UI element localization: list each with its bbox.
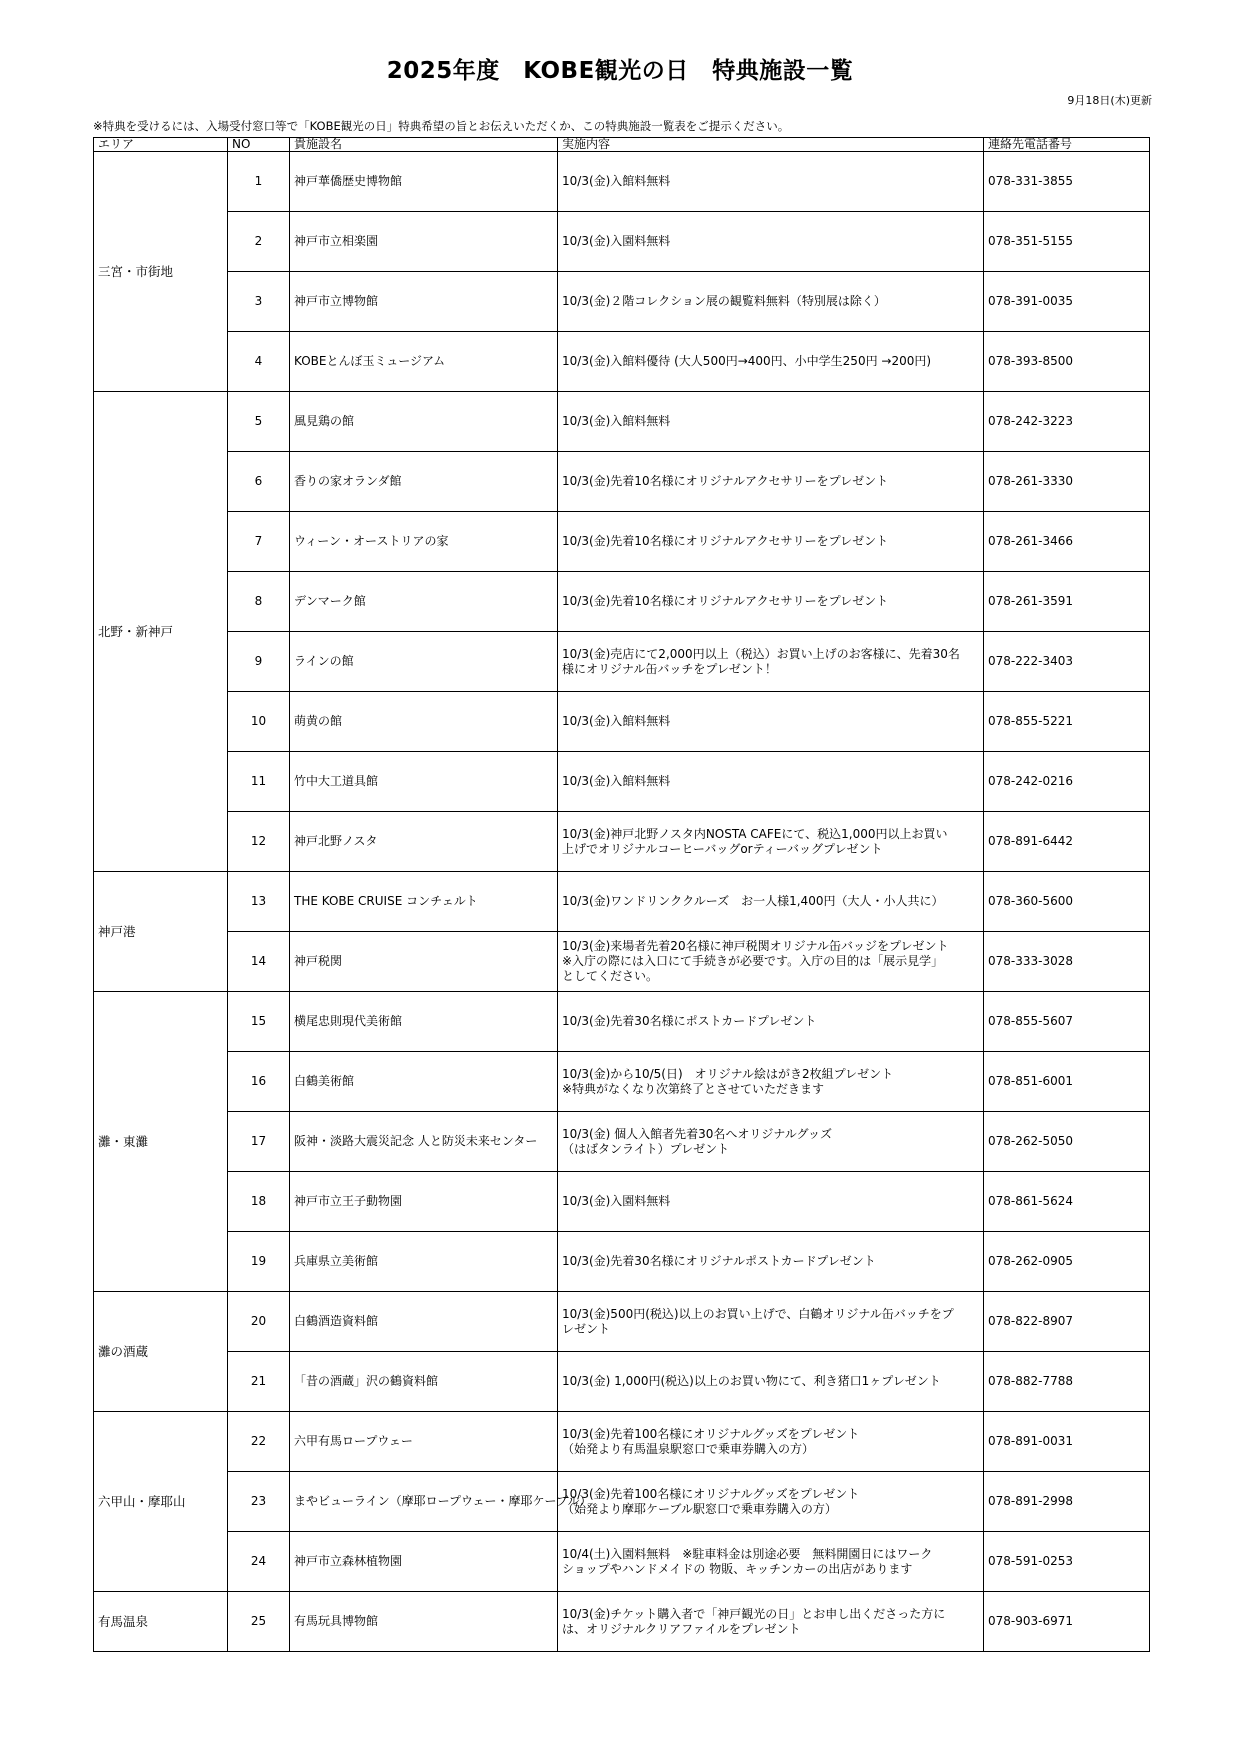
facility-name: KOBEとんぼ玉ミュージアム — [290, 332, 558, 392]
table-header-row — [94, 138, 1150, 152]
phone-number: 078-261-3466 — [984, 512, 1150, 572]
phone-number: 078-242-0216 — [984, 752, 1150, 812]
benefit-line: 10/3(金)神戸北野ノスタ内NOSTA CAFEにて、税込1,000円以上お買い — [562, 826, 948, 841]
phone-number: 078-222-3403 — [984, 632, 1150, 692]
row-number: 24 — [228, 1532, 290, 1592]
area-cell: 灘の酒蔵 — [94, 1292, 228, 1412]
row-number: 19 — [228, 1232, 290, 1292]
benefit-line: は、オリジナルクリアファイルをプレゼント — [562, 1621, 801, 1636]
row-number: 25 — [228, 1592, 290, 1652]
facility-name: 萌黄の館 — [290, 692, 558, 752]
row-number: 10 — [228, 692, 290, 752]
table-row — [94, 812, 1150, 872]
benefit-line: 10/3(金)先着10名様にオリジナルアクセサリーをプレゼント — [562, 594, 889, 608]
benefit-line: ショップやハンドメイドの 物販、キッチンカーの出店があります — [562, 1561, 913, 1576]
row-number: 15 — [228, 992, 290, 1052]
facility-name: 白鶴酒造資料館 — [290, 1292, 558, 1352]
benefit-detail — [558, 1532, 984, 1592]
facility-name: 「昔の酒蔵」沢の鶴資料館 — [290, 1352, 558, 1412]
phone-number: 078-591-0253 — [984, 1532, 1150, 1592]
row-number: 12 — [228, 812, 290, 872]
phone-number: 078-855-5221 — [984, 692, 1150, 752]
facility-name: 香りの家オランダ館 — [290, 452, 558, 512]
row-number: 13 — [228, 872, 290, 932]
benefit-detail — [558, 1232, 984, 1292]
table-row — [94, 1532, 1150, 1592]
table-body — [94, 152, 1150, 1652]
facility-name: 神戸税関 — [290, 932, 558, 992]
benefit-detail — [558, 1412, 984, 1472]
facility-name: 神戸市立森林植物園 — [290, 1532, 558, 1592]
benefit-line: 10/4(土)入園料無料 ※駐車料金は別途必要 無料開園日にはワーク — [562, 1546, 933, 1561]
benefit-detail — [558, 1292, 984, 1352]
facility-name: 神戸市立博物館 — [290, 272, 558, 332]
benefit-line: としてください。 — [562, 969, 659, 983]
benefit-detail — [558, 812, 984, 872]
header-area: エリア — [94, 138, 228, 152]
benefit-line: 10/3(金)入館料優待 (大人500円→400円、小中学生250円 →200円) — [562, 354, 932, 368]
table-row — [94, 692, 1150, 752]
benefit-detail — [558, 452, 984, 512]
benefit-detail — [558, 992, 984, 1052]
benefit-line: 10/3(金)入館料無料 — [562, 414, 671, 428]
header-no: NO — [228, 138, 290, 152]
benefit-line: 10/3(金)ワンドリンククルーズ お一人様1,400円（大人・小人共に） — [562, 894, 944, 908]
benefit-detail — [558, 212, 984, 272]
benefit-line: 10/3(金)500円(税込)以上のお買い上げで、白鶴オリジナル缶バッチをプ — [562, 1306, 954, 1321]
benefit-line: 10/3(金)入園料無料 — [562, 1194, 671, 1208]
facility-name: 横尾忠則現代美術館 — [290, 992, 558, 1052]
row-number: 23 — [228, 1472, 290, 1532]
facility-table — [93, 137, 1150, 1652]
phone-number: 078-891-6442 — [984, 812, 1150, 872]
table-row — [94, 572, 1150, 632]
table-row — [94, 872, 1150, 932]
table-row — [94, 452, 1150, 512]
benefit-line: 10/3(金)入館料無料 — [562, 174, 671, 188]
phone-number: 078-903-6971 — [984, 1592, 1150, 1652]
table-row — [94, 1232, 1150, 1292]
row-number: 17 — [228, 1112, 290, 1172]
row-number: 14 — [228, 932, 290, 992]
table-row — [94, 1412, 1150, 1472]
benefit-detail — [558, 512, 984, 572]
benefit-detail — [558, 272, 984, 332]
benefit-line: 10/3(金)２階コレクション展の観覧料無料（特別展は除く） — [562, 294, 886, 308]
benefit-line: 10/3(金)入園料無料 — [562, 234, 671, 248]
table-row — [94, 152, 1150, 212]
benefit-line: 10/3(金)先着100名様にオリジナルグッズをプレゼント — [562, 1486, 860, 1501]
benefit-detail — [558, 1472, 984, 1532]
area-cell: 灘・東灘 — [94, 992, 228, 1292]
area-cell: 有馬温泉 — [94, 1592, 228, 1652]
table-row — [94, 332, 1150, 392]
table-row — [94, 1112, 1150, 1172]
facility-name: まやビューライン（摩耶ロープウェー・摩耶ケーブル） — [290, 1472, 558, 1532]
phone-number: 078-891-2998 — [984, 1472, 1150, 1532]
page-title: 2025年度 KOBE観光の日 特典施設一覧 — [386, 58, 854, 84]
row-number: 4 — [228, 332, 290, 392]
row-number: 9 — [228, 632, 290, 692]
benefit-line: ※特典がなくなり次第終了とさせていただきます — [562, 1081, 825, 1096]
benefit-line: 10/3(金)入館料無料 — [562, 714, 671, 728]
area-cell: 三宮・市街地 — [94, 152, 228, 392]
phone-number: 078-891-0031 — [984, 1412, 1150, 1472]
table-row — [94, 1292, 1150, 1352]
phone-number: 078-242-3223 — [984, 392, 1150, 452]
table-row — [94, 992, 1150, 1052]
row-number: 1 — [228, 152, 290, 212]
table-row — [94, 512, 1150, 572]
phone-number: 078-360-5600 — [984, 872, 1150, 932]
benefit-line: 10/3(金)入館料無料 — [562, 774, 671, 788]
benefit-line: 10/3(金)先着30名様にポストカードプレゼント — [562, 1014, 817, 1028]
benefit-detail — [558, 572, 984, 632]
benefit-detail — [558, 692, 984, 752]
row-number: 3 — [228, 272, 290, 332]
facility-name: ラインの館 — [290, 632, 558, 692]
benefit-line: 10/3(金) 1,000円(税込)以上のお買い物にて、利き猪口1ヶプレゼント — [562, 1374, 941, 1388]
benefit-line: 10/3(金)チケット購入者で「神戸観光の日」とお申し出くださった方に — [562, 1606, 946, 1621]
facility-name: 白鶴美術館 — [290, 1052, 558, 1112]
header-detail: 実施内容 — [558, 138, 984, 152]
phone-number: 078-333-3028 — [984, 932, 1150, 992]
benefit-detail — [558, 332, 984, 392]
table-row — [94, 392, 1150, 452]
benefit-line: （始発より摩耶ケーブル駅窓口で乗車券購入の方） — [562, 1501, 837, 1516]
phone-number: 078-882-7788 — [984, 1352, 1150, 1412]
phone-number: 078-261-3591 — [984, 572, 1150, 632]
phone-number: 078-391-0035 — [984, 272, 1150, 332]
benefit-line: 10/3(金)売店にて2,000円以上（税込）お買い上げのお客様に、先着30名 — [562, 646, 960, 661]
phone-number: 078-261-3330 — [984, 452, 1150, 512]
facility-name: 有馬玩具博物館 — [290, 1592, 558, 1652]
row-number: 21 — [228, 1352, 290, 1412]
usage-note: ※特典を受けるには、入場受付窓口等で「KOBE観光の日」特典希望の旨とお伝えいただくか、この特典施設一覧表をご提示ください。 — [93, 119, 790, 133]
table-row — [94, 1352, 1150, 1412]
updated-date: 9月18日(木)更新 — [1067, 94, 1152, 107]
table-row — [94, 932, 1150, 992]
phone-number: 078-262-5050 — [984, 1112, 1150, 1172]
benefit-line: 10/3(金)来場者先着20名様に神戸税関オリジナル缶バッジをプレゼント — [562, 939, 949, 953]
table-row — [94, 1052, 1150, 1112]
benefit-detail — [558, 752, 984, 812]
phone-number: 078-851-6001 — [984, 1052, 1150, 1112]
facility-name: 神戸市立王子動物園 — [290, 1172, 558, 1232]
table-row — [94, 272, 1150, 332]
phone-number: 078-861-5624 — [984, 1172, 1150, 1232]
facility-name: ウィーン・オーストリアの家 — [290, 512, 558, 572]
table-row — [94, 212, 1150, 272]
benefit-line: 10/3(金)先着100名様にオリジナルグッズをプレゼント — [562, 1426, 860, 1441]
phone-number: 078-331-3855 — [984, 152, 1150, 212]
row-number: 8 — [228, 572, 290, 632]
benefit-detail — [558, 932, 984, 992]
benefit-detail — [558, 872, 984, 932]
benefit-line: 10/3(金) 個人入館者先着30名へオリジナルグッズ — [562, 1126, 832, 1141]
table-row — [94, 1472, 1150, 1532]
facility-name: THE KOBE CRUISE コンチェルト — [290, 872, 558, 932]
table-row — [94, 1172, 1150, 1232]
facility-name: 神戸市立相楽園 — [290, 212, 558, 272]
row-number: 11 — [228, 752, 290, 812]
area-cell: 六甲山・摩耶山 — [94, 1412, 228, 1592]
benefit-detail — [558, 1352, 984, 1412]
row-number: 5 — [228, 392, 290, 452]
benefit-line: （始発より有馬温泉駅窓口で乗車券購入の方） — [562, 1441, 815, 1456]
benefit-line: 10/3(金)先着30名様にオリジナルポストカードプレゼント — [562, 1254, 876, 1268]
phone-number: 078-855-5607 — [984, 992, 1150, 1052]
benefit-line: 10/3(金)から10/5(日) オリジナル絵はがき2枚組プレゼント — [562, 1066, 894, 1081]
benefit-detail — [558, 152, 984, 212]
table-row — [94, 1592, 1150, 1652]
benefit-line: （はばタンライト）プレゼント — [562, 1141, 730, 1156]
header-phone: 連絡先電話番号 — [984, 138, 1150, 152]
row-number: 7 — [228, 512, 290, 572]
benefit-line: 10/3(金)先着10名様にオリジナルアクセサリーをプレゼント — [562, 474, 889, 488]
benefit-line: 上げでオリジナルコーヒーバッグorティーバッグプレゼント — [562, 841, 883, 856]
phone-number: 078-822-8907 — [984, 1292, 1150, 1352]
row-number: 16 — [228, 1052, 290, 1112]
facility-name: 竹中大工道具館 — [290, 752, 558, 812]
row-number: 18 — [228, 1172, 290, 1232]
facility-name: 神戸北野ノスタ — [290, 812, 558, 872]
facility-name: 兵庫県立美術館 — [290, 1232, 558, 1292]
benefit-detail — [558, 1172, 984, 1232]
row-number: 22 — [228, 1412, 290, 1472]
benefit-detail — [558, 632, 984, 692]
row-number: 6 — [228, 452, 290, 512]
benefit-line: 10/3(金)先着10名様にオリジナルアクセサリーをプレゼント — [562, 534, 889, 548]
benefit-line: レゼント — [562, 1321, 611, 1336]
benefit-detail — [558, 1112, 984, 1172]
facility-name: 神戸華僑歴史博物館 — [290, 152, 558, 212]
area-cell: 北野・新神戸 — [94, 392, 228, 872]
phone-number: 078-393-8500 — [984, 332, 1150, 392]
benefit-line: 様にオリジナル缶バッチをプレゼント！ — [562, 661, 777, 676]
facility-name: 風見鶏の館 — [290, 392, 558, 452]
table-row — [94, 632, 1150, 692]
facility-name: 阪神・淡路大震災記念 人と防災未来センター — [290, 1112, 558, 1172]
header-name: 貴施設名 — [290, 138, 558, 152]
benefit-detail — [558, 1052, 984, 1112]
row-number: 2 — [228, 212, 290, 272]
benefit-line: ※入庁の際には入口にて手続きが必要です。入庁の目的は「展示見学」 — [562, 954, 944, 968]
benefit-detail — [558, 1592, 984, 1652]
table-row — [94, 752, 1150, 812]
area-cell: 神戸港 — [94, 872, 228, 992]
benefit-detail — [558, 392, 984, 452]
facility-name: 六甲有馬ロープウェー — [290, 1412, 558, 1472]
facility-name: デンマーク館 — [290, 572, 558, 632]
phone-number: 078-262-0905 — [984, 1232, 1150, 1292]
phone-number: 078-351-5155 — [984, 212, 1150, 272]
row-number: 20 — [228, 1292, 290, 1352]
